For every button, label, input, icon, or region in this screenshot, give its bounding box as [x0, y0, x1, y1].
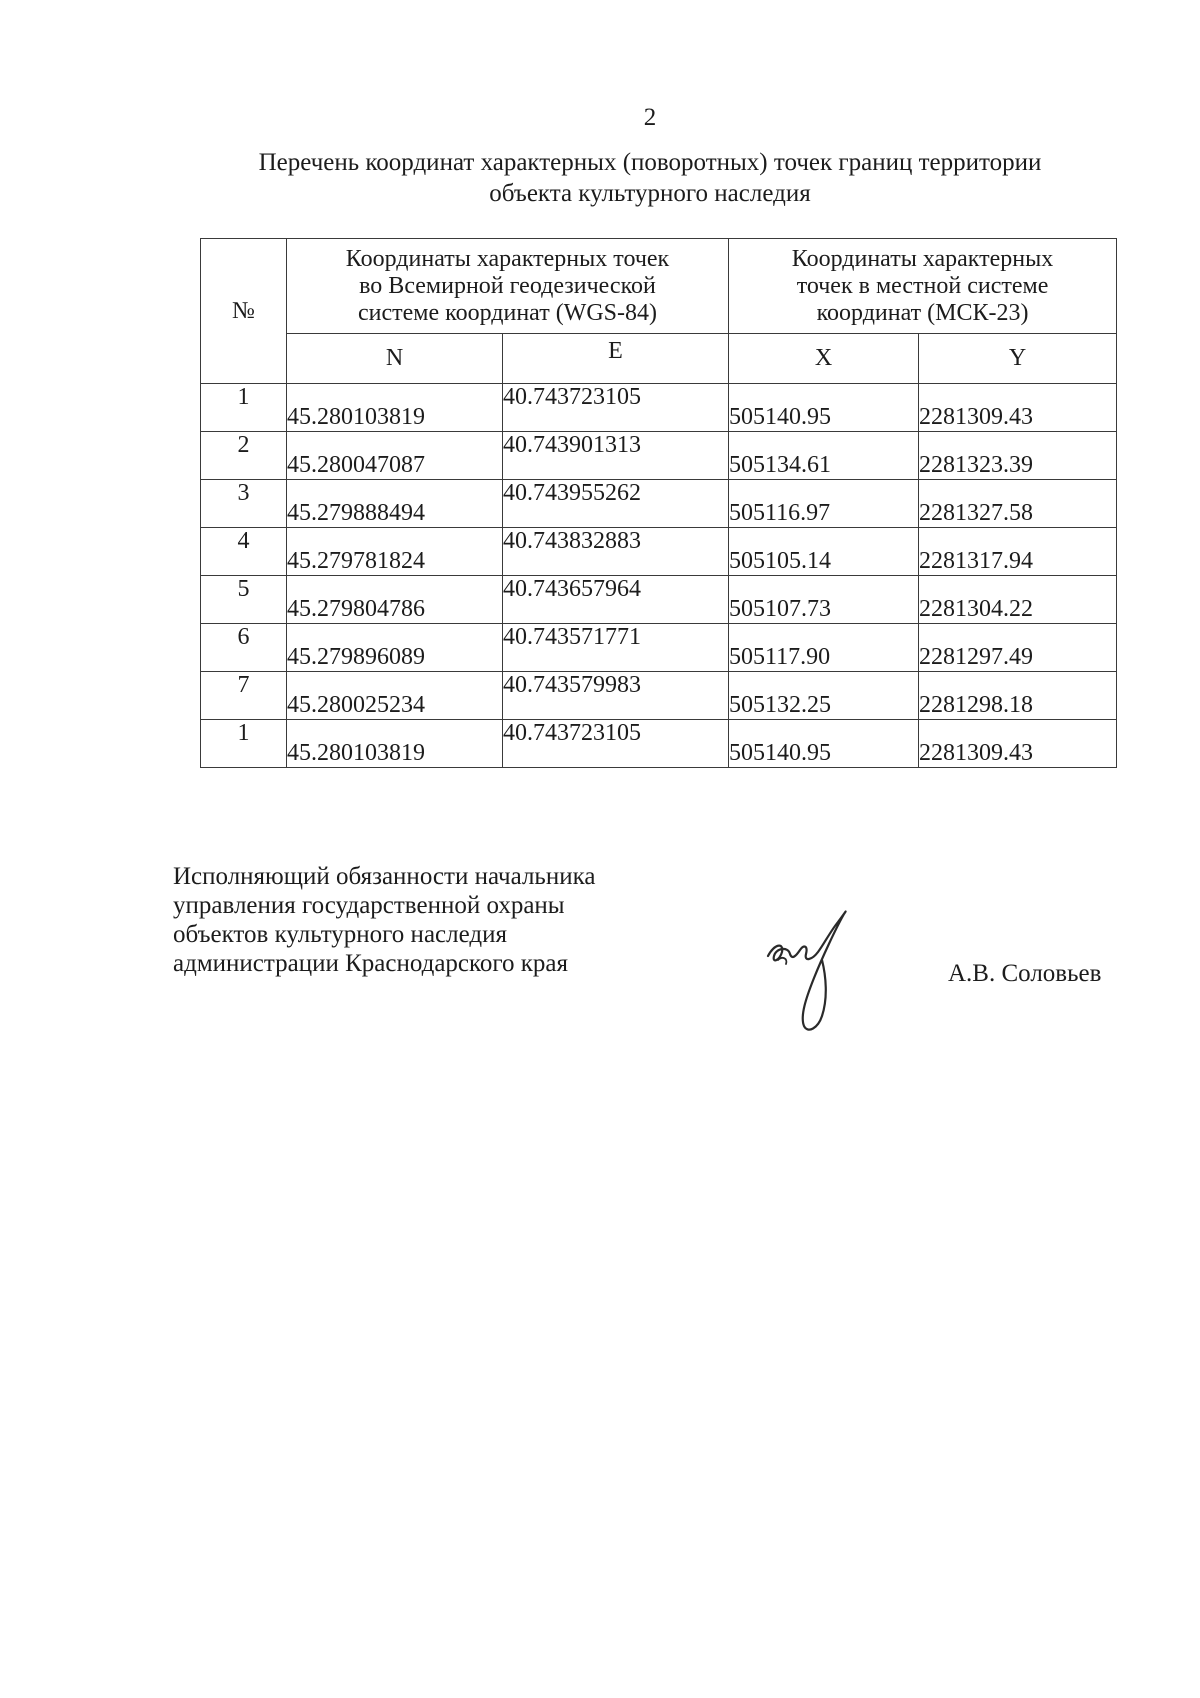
signer-position-line: Исполняющий обязанности начальника	[173, 863, 596, 890]
header-col-x: X	[729, 334, 919, 384]
header-msk23-group	[729, 239, 1117, 334]
msk-y-cell: 2281323.39	[919, 432, 1117, 480]
signer-position-line: объектов культурного наследия	[173, 921, 507, 948]
page-number: 2	[643, 104, 657, 131]
signer-position-line: администрации Краснодарского края	[173, 950, 569, 977]
table-row	[201, 672, 1117, 720]
table-row	[201, 528, 1117, 576]
msk-y-cell: 2281297.49	[919, 624, 1117, 672]
point-number-cell: 5	[201, 576, 287, 624]
latitude-n-cell: 45.280103819	[287, 384, 503, 432]
longitude-e-cell: 40.743723105	[503, 384, 729, 432]
msk-x-cell: 505116.97	[729, 480, 919, 528]
longitude-e-cell: 40.743723105	[503, 720, 729, 768]
table-row	[201, 432, 1117, 480]
header-msk23-line: координат (МСК-23)	[816, 299, 1029, 326]
signer-name: А.В. Соловьев	[948, 960, 1102, 987]
msk-x-cell: 505134.61	[729, 432, 919, 480]
table-subheader-row	[201, 334, 1117, 384]
table-header-row	[201, 239, 1117, 334]
title-line-1: Перечень координат характерных (поворотных) точек границ территории	[258, 149, 1042, 176]
msk-x-cell: 505140.95	[729, 384, 919, 432]
header-col-e: E	[503, 334, 729, 384]
msk-x-cell: 505105.14	[729, 528, 919, 576]
msk-y-cell: 2281309.43	[919, 384, 1117, 432]
msk-y-cell: 2281304.22	[919, 576, 1117, 624]
table-row	[201, 480, 1117, 528]
latitude-n-cell: 45.280025234	[287, 672, 503, 720]
header-wgs84-group	[287, 239, 729, 334]
point-number-cell: 6	[201, 624, 287, 672]
header-msk23-line: точек в местной системе	[796, 272, 1049, 299]
latitude-n-cell: 45.280103819	[287, 720, 503, 768]
signer-position	[173, 862, 693, 978]
msk-x-cell: 505107.73	[729, 576, 919, 624]
header-number: №	[201, 239, 287, 384]
msk-x-cell: 505140.95	[729, 720, 919, 768]
longitude-e-cell: 40.743571771	[503, 624, 729, 672]
document-title	[150, 147, 1150, 209]
handwritten-signature	[760, 898, 860, 1038]
point-number-cell: 1	[201, 384, 287, 432]
msk-y-cell: 2281309.43	[919, 720, 1117, 768]
longitude-e-cell: 40.743832883	[503, 528, 729, 576]
point-number-cell: 4	[201, 528, 287, 576]
latitude-n-cell: 45.280047087	[287, 432, 503, 480]
header-col-n: N	[287, 334, 503, 384]
longitude-e-cell: 40.743579983	[503, 672, 729, 720]
longitude-e-cell: 40.743955262	[503, 480, 729, 528]
signer-position-line: управления государственной охраны	[173, 892, 565, 919]
coordinates-table	[200, 238, 1117, 768]
msk-y-cell: 2281317.94	[919, 528, 1117, 576]
point-number-cell: 2	[201, 432, 287, 480]
latitude-n-cell: 45.279896089	[287, 624, 503, 672]
point-number-cell: 7	[201, 672, 287, 720]
header-wgs84-line: Координаты характерных точек	[345, 245, 670, 272]
table-body	[201, 384, 1117, 768]
table-row	[201, 720, 1117, 768]
point-number-cell: 3	[201, 480, 287, 528]
point-number-cell: 1	[201, 720, 287, 768]
msk-x-cell: 505117.90	[729, 624, 919, 672]
table-row	[201, 384, 1117, 432]
header-col-y: Y	[919, 334, 1117, 384]
longitude-e-cell: 40.743901313	[503, 432, 729, 480]
table-row	[201, 624, 1117, 672]
msk-y-cell: 2281298.18	[919, 672, 1117, 720]
msk-x-cell: 505132.25	[729, 672, 919, 720]
longitude-e-cell: 40.743657964	[503, 576, 729, 624]
latitude-n-cell: 45.279888494	[287, 480, 503, 528]
header-wgs84-line: системе координат (WGS-84)	[358, 299, 657, 326]
title-line-2: объекта культурного наследия	[489, 180, 811, 207]
msk-y-cell: 2281327.58	[919, 480, 1117, 528]
latitude-n-cell: 45.279781824	[287, 528, 503, 576]
latitude-n-cell: 45.279804786	[287, 576, 503, 624]
header-wgs84-line: во Всемирной геодезической	[359, 272, 656, 299]
header-msk23-line: Координаты характерных	[791, 245, 1054, 272]
table-row	[201, 576, 1117, 624]
